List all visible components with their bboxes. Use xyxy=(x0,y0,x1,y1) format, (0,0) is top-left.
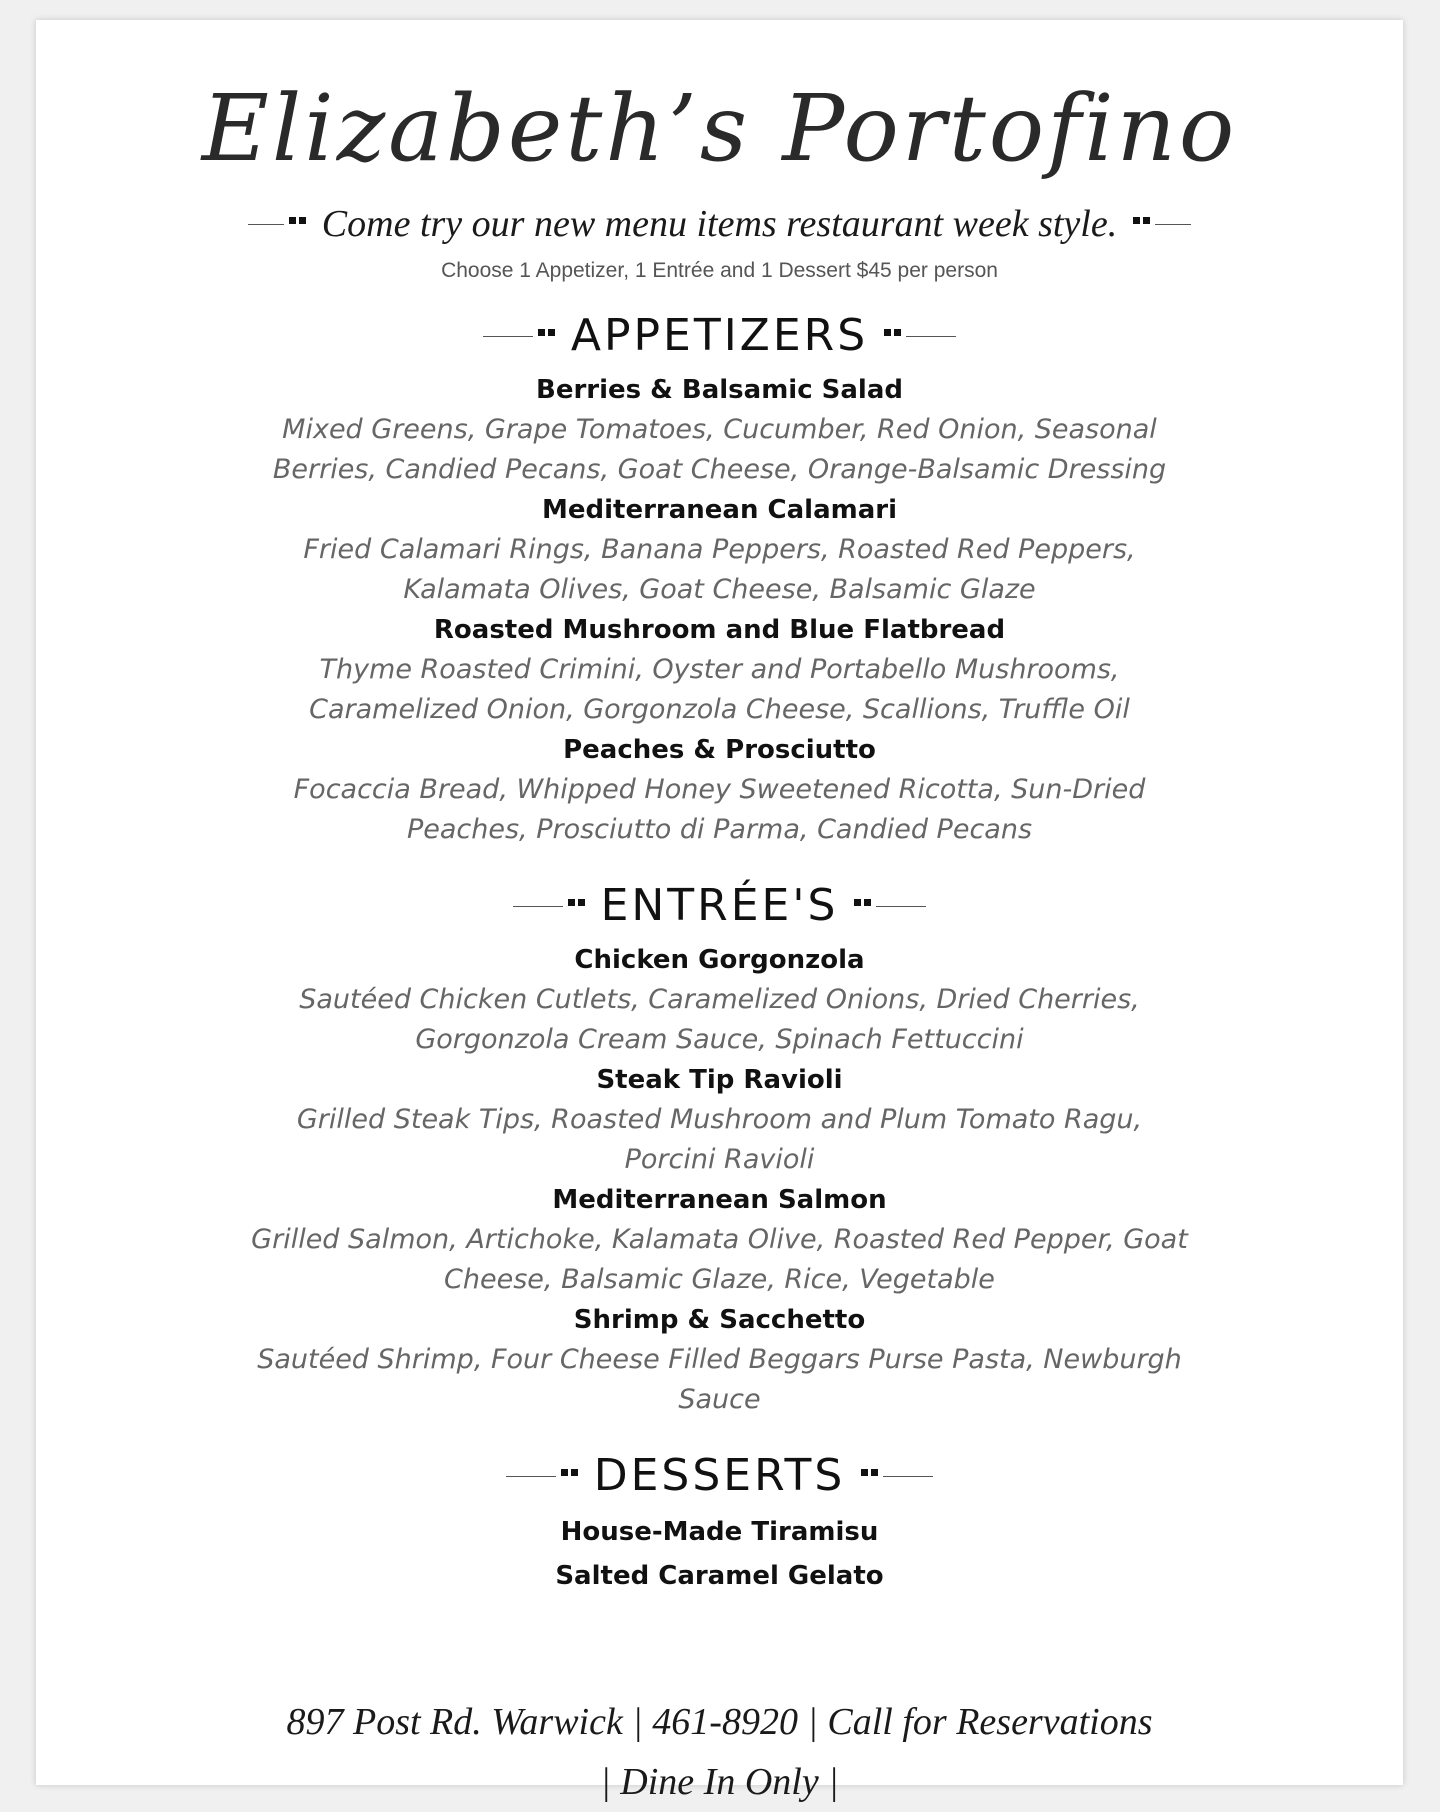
section-title: APPETIZERS xyxy=(570,310,869,362)
section-heading-entrees xyxy=(36,876,1403,936)
divider-line xyxy=(906,336,956,337)
divider-line xyxy=(483,336,533,337)
section-heading-appetizers xyxy=(36,306,1403,366)
menu-item-name: Berries & Balsamic Salad xyxy=(536,375,903,405)
menu-item-description: Sautéed Shrimp, Four Cheese Filled Beggars Purse Pasta, Newburgh Sauce xyxy=(257,1344,1182,1415)
menu-item-description: Thyme Roasted Crimini, Oyster and Portabello Mushrooms, Caramelized Onion, Gorgonzola Cheese, Scallions, Truffle Oil xyxy=(309,654,1130,725)
menu-item-name: Roasted Mushroom and Blue Flatbread xyxy=(433,615,1006,645)
desserts-list xyxy=(36,1510,1403,1598)
divider-line xyxy=(506,1476,556,1477)
divider-line xyxy=(876,906,926,907)
tagline-row xyxy=(36,202,1403,246)
menu-item-name: Mediterranean Salmon xyxy=(552,1185,887,1215)
square-dots-icon xyxy=(882,306,902,366)
divider-line xyxy=(1155,224,1191,225)
menu-item-description: Grilled Salmon, Artichoke, Kalamata Olive, Roasted Red Pepper, Goat Cheese, Balsamic Glaze, Rice, Vegetable xyxy=(251,1224,1188,1295)
menu-item-description: Sautéed Chicken Cutlets, Caramelized Onions, Dried Cherries, Gorgonzola Cream Sauce, Spinach Fettuccini xyxy=(299,984,1140,1055)
footer xyxy=(36,1692,1403,1812)
divider-line xyxy=(883,1476,933,1477)
section-heading-desserts xyxy=(36,1446,1403,1506)
section-title: DESSERTS xyxy=(593,1450,846,1502)
footer-note: | Dine In Only | xyxy=(600,1761,839,1803)
divider-line xyxy=(513,906,563,907)
menu-item-name: House-Made Tiramisu xyxy=(560,1517,879,1547)
menu-page xyxy=(36,20,1403,1803)
menu-item-description: Grilled Steak Tips, Roasted Mushroom and Plum Tomato Ragu, Porcini Ravioli xyxy=(296,1104,1143,1175)
menu-item-name: Chicken Gorgonzola xyxy=(574,945,865,975)
square-dots-icon xyxy=(288,202,308,246)
section-title: ENTRÉE'S xyxy=(600,880,839,932)
square-dots-icon xyxy=(1131,202,1151,246)
square-dots-icon xyxy=(859,1446,879,1506)
menu-item-description: Mixed Greens, Grape Tomatoes, Cucumber, Red Onion, Seasonal Berries, Candied Pecans, Goat Cheese, Orange-Balsamic Dressing xyxy=(272,414,1167,485)
menu-item-name: Peaches & Prosciutto xyxy=(563,735,876,765)
square-dots-icon xyxy=(852,876,872,936)
menu-item-name: Shrimp & Sacchetto xyxy=(573,1305,866,1335)
menu-item-description: Fried Calamari Rings, Banana Peppers, Roasted Red Peppers, Kalamata Olives, Goat Cheese, Balsamic Glaze xyxy=(303,534,1136,605)
divider-line xyxy=(248,224,284,225)
menu-item-name: Mediterranean Calamari xyxy=(542,495,897,525)
square-dots-icon xyxy=(567,876,587,936)
menu-item-description: Focaccia Bread, Whipped Honey Sweetened Ricotta, Sun-Dried Peaches, Prosciutto di Parma, Candied Pecans xyxy=(293,774,1146,845)
entrees-list xyxy=(36,940,1403,1420)
menu-item-name: Steak Tip Ravioli xyxy=(596,1065,843,1095)
appetizers-list xyxy=(36,370,1403,850)
restaurant-title: Elizabeth’s Portofino xyxy=(201,75,1238,182)
square-dots-icon xyxy=(560,1446,580,1506)
square-dots-icon xyxy=(537,306,557,366)
footer-contact: 897 Post Rd. Warwick | 461-8920 | Call for Reservations xyxy=(286,1701,1153,1743)
tagline: Come try our new menu items restaurant week style. xyxy=(321,203,1118,246)
price-note: Choose 1 Appetizer, 1 Entrée and 1 Dessert $45 per person xyxy=(441,259,998,282)
menu-item-name: Salted Caramel Gelato xyxy=(555,1561,884,1591)
